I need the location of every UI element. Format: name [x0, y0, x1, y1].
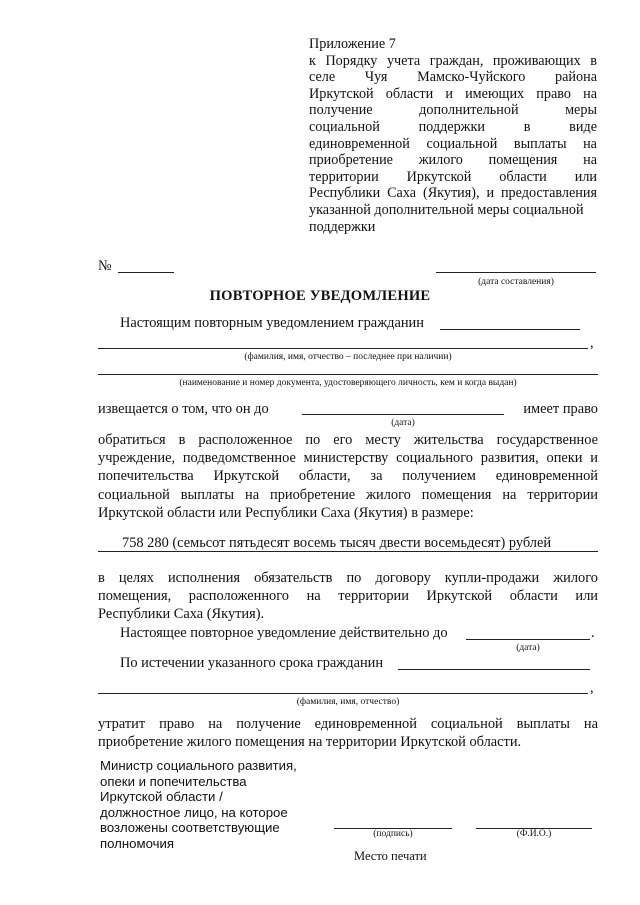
- minister-line: должностное лицо, на которое: [100, 804, 288, 820]
- deadline-date-field[interactable]: [302, 414, 504, 415]
- appendix-line: приобретение жилого помещения на: [309, 152, 597, 169]
- minister-line: Министр социального развития,: [100, 758, 297, 773]
- informed-suffix: имеет право: [523, 401, 598, 417]
- informed-line: [98, 401, 598, 419]
- period-dot: .: [591, 625, 595, 641]
- notice-title: ПОВТОРНОЕ УВЕДОМЛЕНИЕ: [209, 288, 431, 304]
- citizen-name-field-2[interactable]: [98, 693, 588, 694]
- identity-document-field[interactable]: [98, 374, 598, 375]
- appendix-block: [309, 36, 597, 235]
- number-field[interactable]: [118, 272, 174, 273]
- paragraph-line: утратит право на получение единовременной социальной выплаты на: [98, 716, 598, 732]
- deadline-caption: (дата): [391, 418, 415, 428]
- paragraph-line: попечительства Иркутской области, за получением единовременной: [98, 468, 598, 485]
- minister-line: полномочия: [100, 835, 174, 851]
- citizen-name-field-start[interactable]: [440, 329, 580, 330]
- paragraph-line: учреждение, подведомственное министерству социального развития, опеки и: [98, 450, 598, 467]
- paragraph-line: приобретение жилого помещения на территории Иркутской области.: [98, 734, 522, 751]
- appendix-title: Приложение 7: [309, 36, 396, 52]
- appendix-line: Иркутской области и имеющих право на: [309, 85, 597, 102]
- intro-text: Настоящим повторным уведомлением гражданин: [120, 315, 424, 331]
- valid-until-caption: (дата): [516, 643, 540, 653]
- valid-until-text: Настоящее повторное уведомление действительно до: [120, 625, 448, 641]
- paragraph-line: в целях исполнения обязательств по договору купли-продажи жилого: [98, 570, 598, 586]
- appendix-line: к Порядку учета граждан, проживающих в: [309, 52, 597, 69]
- citizen-name-field[interactable]: [98, 348, 588, 349]
- minister-line: опеки и попечительства: [100, 773, 247, 789]
- paragraph-3: [98, 715, 598, 751]
- minister-line: возложены соответствующие: [100, 820, 280, 836]
- paragraph-line: Республики Саха (Якутия).: [98, 606, 265, 623]
- appendix-line: территории Иркутской области или: [309, 168, 597, 185]
- document-caption: (наименование и номер документа, удостоверяющего личность, кем и когда выдан): [179, 378, 517, 388]
- name2-caption: (фамилия, имя, отчество): [296, 697, 400, 707]
- minister-line: Иркутской области /: [100, 789, 223, 805]
- number-label: №: [98, 258, 112, 274]
- appendix-line: поддержки: [309, 218, 376, 235]
- signature-caption: (подпись): [373, 829, 413, 839]
- appendix-line: единовременной социальной выплаты на: [309, 135, 597, 152]
- paragraph-2: [98, 569, 598, 624]
- appendix-line: Республики Саха (Якутия), и предоставления: [309, 185, 597, 202]
- name-caption: (фамилия, имя, отчество – последнее при наличии): [244, 352, 452, 362]
- citizen-name-field-2-start[interactable]: [398, 669, 590, 670]
- appendix-line: указанной дополнительной меры социальной: [309, 201, 584, 218]
- appendix-line: социальной поддержки в виде: [309, 118, 597, 135]
- informed-prefix: извещается о том, что он до: [98, 401, 269, 417]
- date-caption: (дата составления): [478, 277, 554, 287]
- comma: ,: [590, 335, 594, 351]
- comma-2: ,: [590, 680, 594, 696]
- minister-block: [100, 758, 320, 852]
- stamp-place: Место печати: [354, 849, 427, 863]
- paragraph-1: [98, 431, 598, 522]
- paragraph-line: социальной выплаты на приобретение жилого помещения на территории: [98, 486, 598, 503]
- paragraph-line: Иркутской области или Республики Саха (Якутия) в размере:: [98, 504, 474, 521]
- fio-caption: (Ф.И.О.): [516, 829, 552, 839]
- payment-amount: 758 280 (семьсот пятьдесят восемь тысяч двести восемьдесят) рублей: [122, 535, 552, 551]
- appendix-line: селе Чуя Мамско-Чуйского района: [309, 69, 597, 86]
- expiry-intro: По истечении указанного срока гражданин: [120, 655, 384, 671]
- paragraph-line: обратиться в расположенное по его месту жительства государственное: [98, 432, 598, 448]
- paragraph-line: помещения, расположенного на территории Иркутской области или: [98, 588, 598, 605]
- date-field[interactable]: [436, 272, 596, 273]
- amount-underline: [98, 551, 598, 552]
- valid-until-date-field[interactable]: [466, 639, 590, 640]
- appendix-line: получение дополнительной меры: [309, 102, 597, 119]
